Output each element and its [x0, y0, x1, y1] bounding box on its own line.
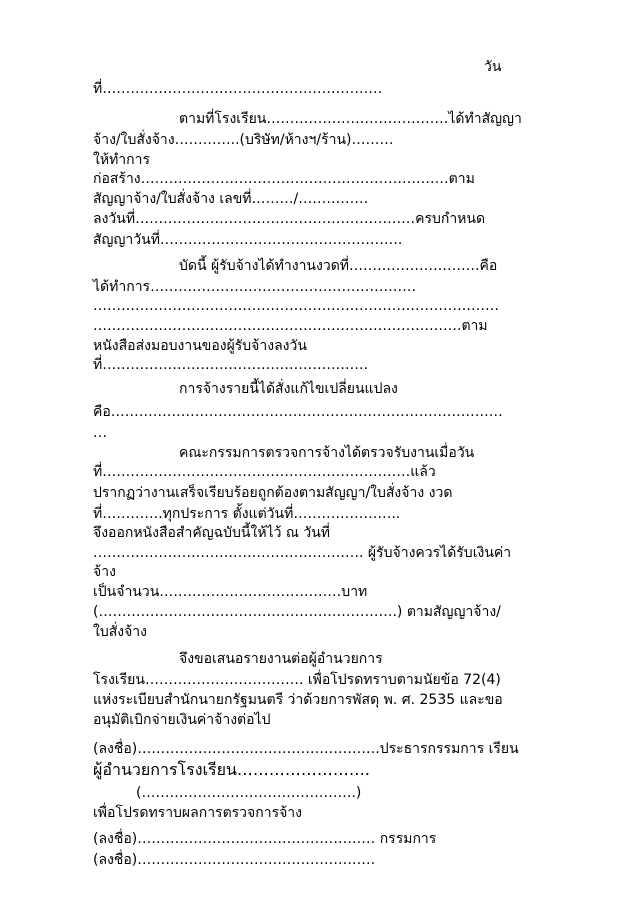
text-line: เพื่อโปรดทราบผลการตรวจการจ้าง — [93, 805, 303, 821]
text-line: จ้าง/ใบสั่งจ้าง…………..(บริษัท/ห้างฯ/ร้าน)……… — [93, 132, 394, 148]
text-line: จึงออกหนังสือสำคัญฉบับนี้ให้ไว้ ณ วันที่ — [93, 525, 331, 541]
text-line: …………………………………………………………………….ตาม — [93, 318, 488, 334]
text-line: ใบสั่งจ้าง — [93, 624, 148, 640]
text-line: ให้ทำการ — [93, 152, 151, 168]
text-line: จ้าง — [93, 564, 116, 580]
text-line: สัญญาวันที่……………………………………………. — [93, 232, 403, 248]
text-line: จึงขอเสนอรายงานต่อผู้อำนวยการ — [179, 651, 383, 667]
text-line: การจ้างรายนี้ได้สั่งแก้ไขเปลี่ยนแปลง — [179, 381, 398, 397]
text-line: ได้ทำการ………………………………………………… — [93, 279, 417, 295]
text-line: …………………………………………………. ผู้รับจ้างควรได้รับเงินค่า — [93, 545, 512, 561]
text-line: (ลงชื่อ)…………………………………………….ประธารกรรมการ เรียน — [93, 741, 519, 757]
text-line: โรงเรียน……………………………. เพื่อโปรดทราบตามนัยข้อ 72(4) — [93, 672, 501, 688]
text-line: (……………………………………….) — [136, 785, 362, 801]
text-line: (ลงชื่อ)…………………………………………… — [93, 852, 376, 868]
text-line: บัดนี้ ผู้รับจ้างได้ทำงานงวดที่……………………….คือ — [179, 258, 498, 274]
text-line: … — [93, 425, 107, 441]
text-line: สัญญาจ้าง/ใบสั่งจ้าง เลขที่………/…………… — [93, 191, 369, 207]
text-line: อนุมัติเบิกจ่ายเงินค่าจ้างต่อไป — [93, 712, 271, 728]
text-line: ที่………………………………………………… — [93, 357, 369, 373]
text-line: (……………………………………………………….) ตามสัญญาจ้าง/ — [93, 604, 501, 620]
text-line: …………………………………………………………………………… — [93, 298, 499, 314]
text-line: คือ………………………………………………………………………… — [93, 404, 503, 420]
text-line: วัน — [484, 59, 502, 75]
text-line: ก่อสร้าง…………………………………………………………ตาม — [93, 171, 475, 187]
text-line: ลงวันที่……………………………………………………ครบกำหนด — [93, 211, 486, 227]
text-line: ที่…………………………………………………………แล้ว — [93, 464, 436, 480]
text-line: คณะกรรมการตรวจการจ้างได้ตรวจรับงานเมื่อวัน — [179, 445, 475, 461]
text-line: ที่…………………………………………………… — [93, 81, 383, 97]
text-line: แห่งระเบียบสำนักนายกรัฐมนตรี ว่าด้วยการพัสดุ พ. ศ. 2535 และขอ — [93, 692, 503, 708]
text-line: ที่………….ทุกประการ ตั้งแต่วันที่………………….. — [93, 506, 401, 522]
text-line: (ลงชื่อ)…………………………………………… กรรมการ — [93, 831, 437, 847]
text-line: เป็นจำนวน…………………………………บาท — [93, 584, 368, 600]
text-line: หนังสือส่งมอบงานของผู้รับจ้างลงวัน — [93, 338, 307, 354]
text-line: ตามที่โรงเรียน…………………………………ได้ทำสัญญา — [179, 111, 522, 127]
text-line: ปรากฏว่างานเสร็จเรียบร้อยถูกต้องตามสัญญา/ใบสั่งจ้าง งวด — [93, 485, 453, 501]
text-line: ผู้อำนวยการโรงเรียน……………………. — [93, 760, 370, 779]
